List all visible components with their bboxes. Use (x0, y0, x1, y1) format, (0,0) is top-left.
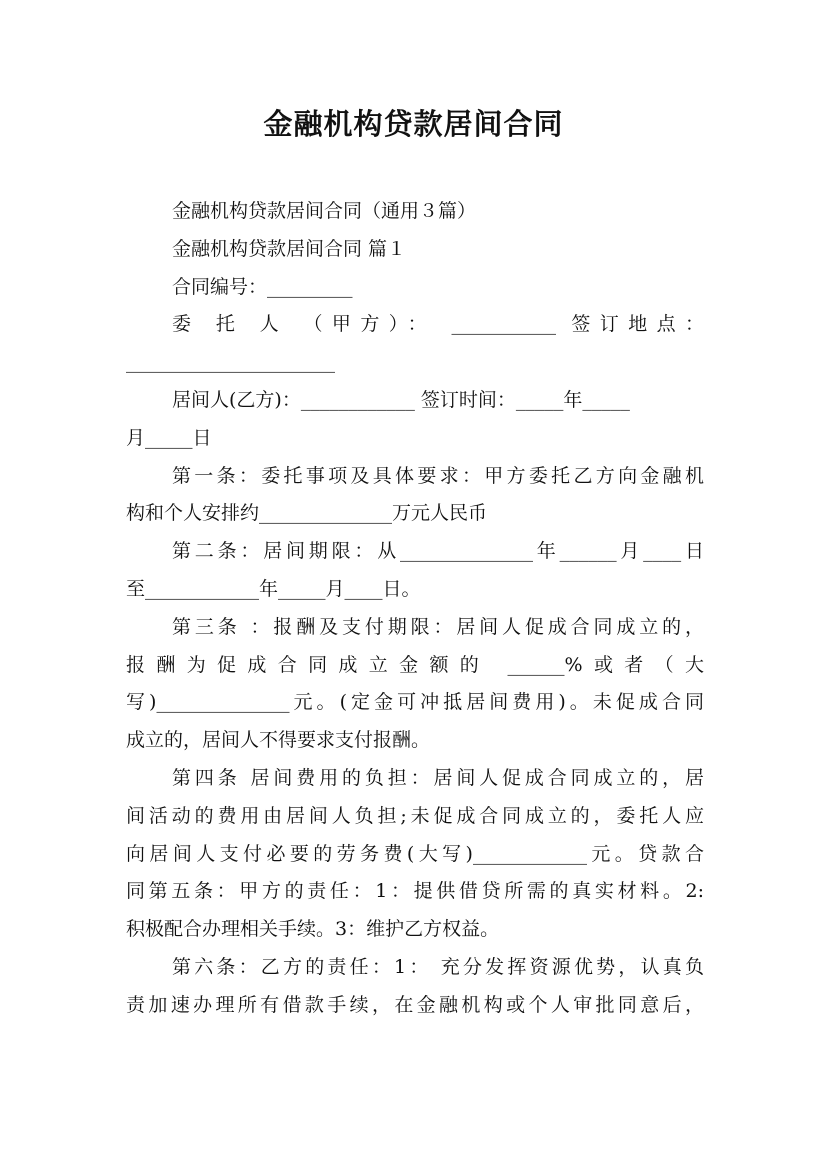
paragraph-line: 第二条：居间期限：从______________年______月____日 (172, 540, 704, 563)
paragraph-line: 至____________年_____月____日。 (126, 577, 421, 600)
paragraph-line: 金融机构贷款居间合同（通用３篇） (172, 200, 477, 222)
paragraph-line: 责加速办理所有借款手续，在金融机构或个人审批同意后， (126, 993, 704, 1016)
paragraph-line: 合同编号：_________ (172, 275, 353, 298)
paragraph-line: 第一条：委托事项及具体要求：甲方委托乙方向金融机 (172, 464, 704, 487)
paragraph-line: 月_____日 (126, 426, 212, 449)
paragraph-line: 向居间人支付必要的劳务费(大写)____________元。贷款合 (126, 842, 704, 865)
paragraph-line: 积极配合办理相关手续。3：维护乙方权益。 (126, 918, 500, 941)
paragraph-line: 金融机构贷款居间合同 篇１ (172, 237, 407, 260)
paragraph-line: 第四条 居间费用的负担：居间人促成合同成立的，居 (172, 766, 704, 789)
paragraph-line: 成立的，居间人不得要求支付报酬。 (126, 729, 431, 752)
paragraph-line: 构和个人安排约______________万元人民币 (126, 502, 488, 525)
paragraph-line: 同第五条：甲方的责任：1：提供借贷所需的真实材料。2: (126, 880, 704, 903)
document-title: 金融机构贷款居间合同 (263, 107, 564, 141)
paragraph-line: 委 托 人 （甲方）： ___________ 签订地点： (172, 313, 704, 336)
paragraph-line: 第六条：乙方的责任：1： 充分发挥资源优势，认真负 (172, 955, 704, 978)
paragraph-line: 第三条 ：报酬及支付期限：居间人促成合同成立的， (172, 615, 704, 638)
paragraph-line: 间活动的费用由居间人负担;未促成合同成立的，委托人应 (126, 804, 704, 827)
paragraph-line: 写)______________元。(定金可冲抵居间费用)。未促成合同 (126, 691, 704, 714)
document-body (126, 193, 704, 1025)
paragraph-line: 报酬为促成合同成立金额的 ______%或者（大 (126, 653, 704, 676)
paragraph-line: ______________________ (126, 351, 335, 374)
paragraph-line: 居间人(乙方)：____________ 签订时间：_____年_____ (172, 388, 630, 411)
